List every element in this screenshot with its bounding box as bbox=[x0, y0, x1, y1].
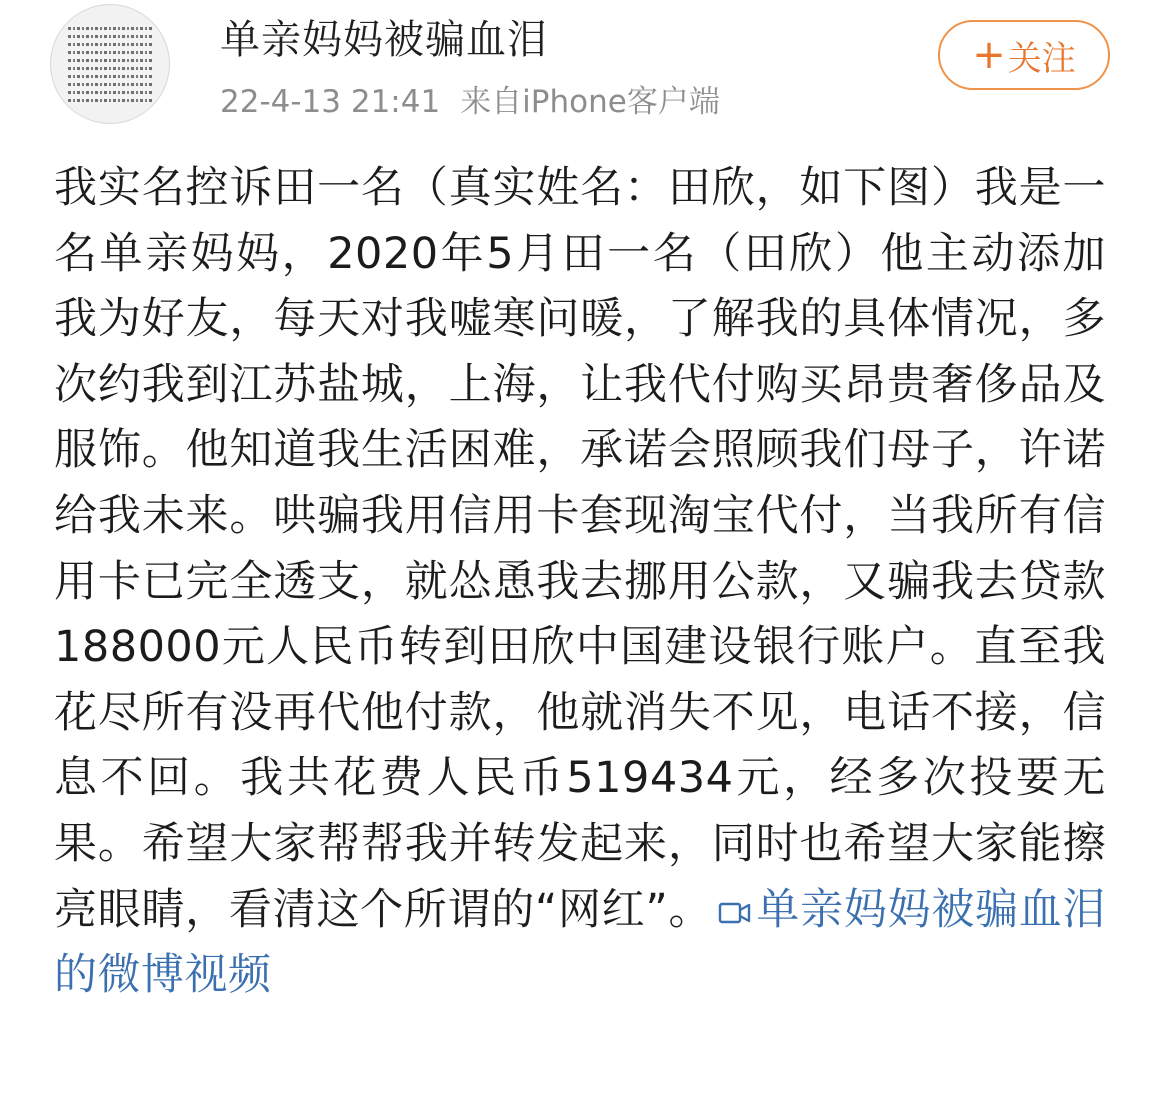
post-source: 来自iPhone客户端 bbox=[460, 84, 720, 120]
post-body bbox=[54, 156, 1106, 1009]
video-link-label: 单亲妈妈被骗血泪的微博视频 bbox=[54, 884, 1106, 1001]
avatar-text-pattern bbox=[68, 27, 152, 102]
author-name[interactable]: 单亲妈妈被骗血泪 bbox=[220, 17, 548, 63]
post-meta bbox=[220, 80, 720, 124]
follow-button[interactable] bbox=[938, 20, 1110, 90]
post-timestamp: 22-4-13 21:41 bbox=[220, 84, 441, 120]
post-text: 我实名控诉田一名（真实姓名：田欣，如下图）我是一名单亲妈妈，2020年5月田一名（田欣）他主动添加我为好友，每天对我嘘寒问暖，了解我的具体情况，多次约我到江苏盐城，上海，让我代付购买昂贵奢侈品及服饰。他知道我生活困难，承诺会照顾我们母子，许诺给我未来。哄骗我用信用卡套现淘宝代付，当我所有信用卡已完全透支，就怂恿我去挪用公款，又骗我去贷款188000元人民币转到田欣中国建设银行账户。直至我花尽所有没再代他付款，他就消失不见，电话不接，信息不回。我共花费人民币519434元，经多次投要无果。希望大家帮帮我并转发起来，同时也希望大家能擦亮眼睛，看清这个所谓的“网红”。 bbox=[54, 163, 1106, 935]
video-camera-icon bbox=[718, 900, 752, 926]
plus-icon: + bbox=[972, 32, 1006, 78]
follow-label: 关注 bbox=[1007, 38, 1076, 79]
post-header bbox=[0, 0, 1152, 150]
avatar[interactable] bbox=[50, 4, 170, 124]
